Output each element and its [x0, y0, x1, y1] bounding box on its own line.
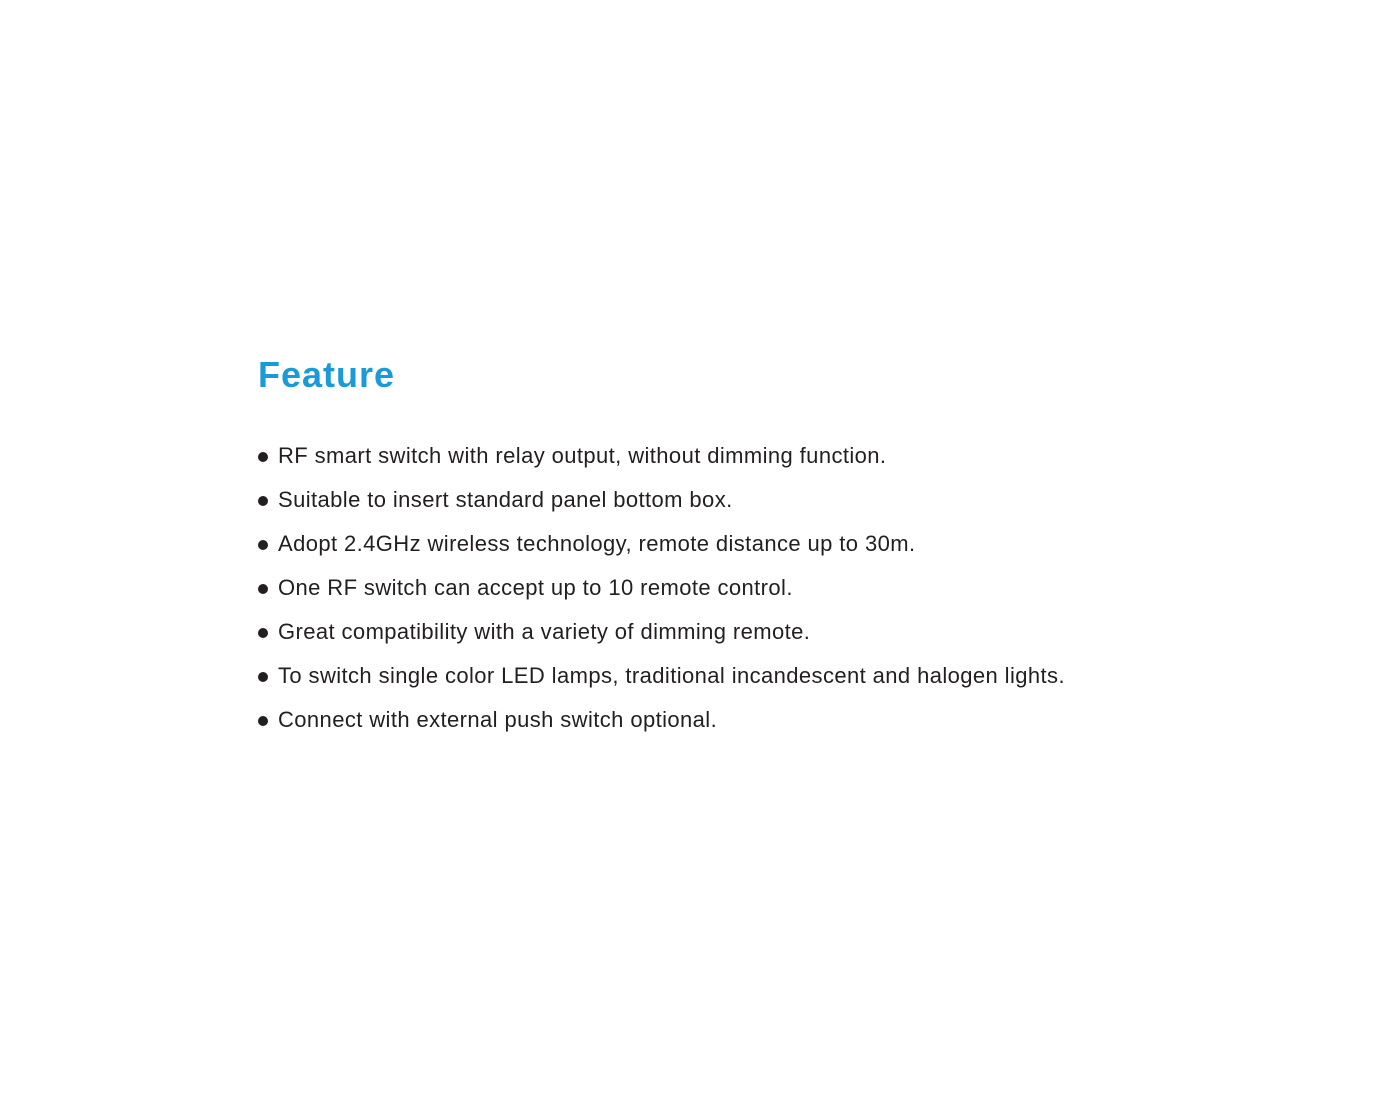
feature-text: Suitable to insert standard panel bottom box.	[278, 487, 733, 512]
list-item	[258, 654, 1065, 698]
feature-title: Feature	[258, 354, 396, 395]
list-item	[258, 566, 1065, 610]
list-item	[258, 434, 1065, 478]
list-item	[258, 610, 1065, 654]
feature-text: Great compatibility with a variety of dimming remote.	[278, 619, 811, 644]
feature-list	[258, 434, 1065, 742]
feature-section	[258, 352, 1258, 732]
feature-text: To switch single color LED lamps, traditional incandescent and halogen lights.	[278, 663, 1065, 688]
bullet-icon	[258, 496, 268, 506]
bullet-icon	[258, 628, 268, 638]
bullet-icon	[258, 540, 268, 550]
list-item	[258, 478, 1065, 522]
bullet-icon	[258, 716, 268, 726]
feature-text: Connect with external push switch optional.	[278, 707, 718, 732]
list-item	[258, 698, 1065, 742]
feature-text: Adopt 2.4GHz wireless technology, remote distance up to 30m.	[278, 531, 916, 556]
bullet-icon	[258, 672, 268, 682]
feature-text: RF smart switch with relay output, without dimming function.	[278, 443, 887, 468]
feature-text: One RF switch can accept up to 10 remote control.	[278, 575, 793, 600]
list-item	[258, 522, 1065, 566]
bullet-icon	[258, 584, 268, 594]
bullet-icon	[258, 452, 268, 462]
